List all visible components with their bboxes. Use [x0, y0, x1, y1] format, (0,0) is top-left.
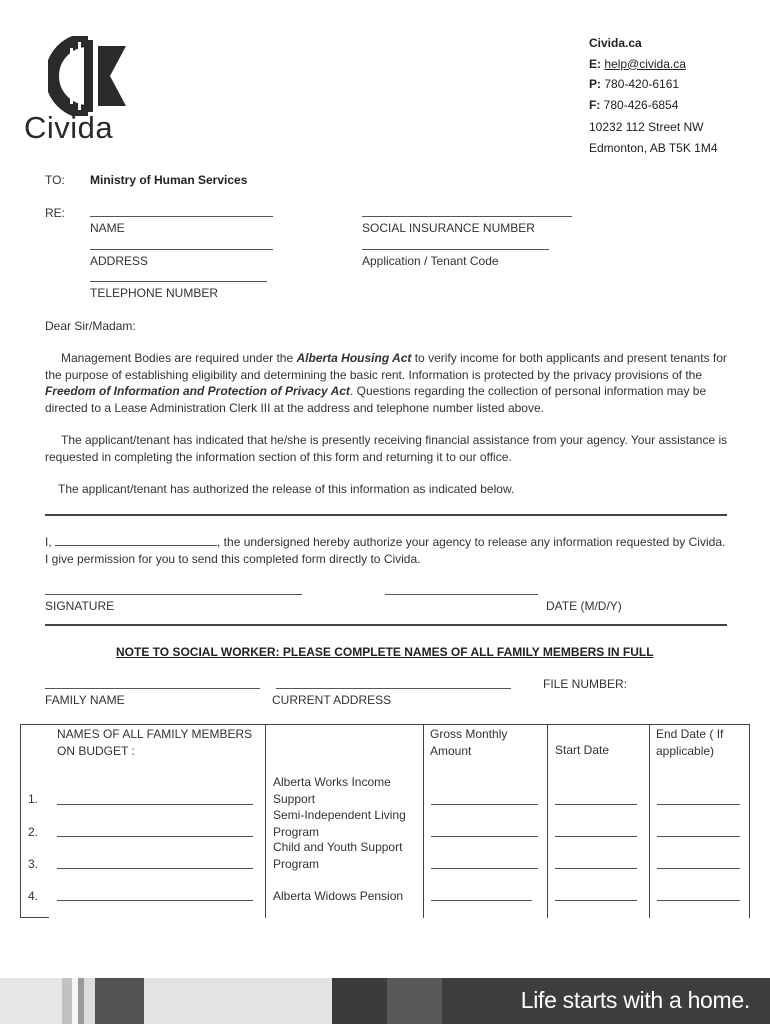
footer-tagline: Life starts with a home.	[520, 987, 750, 1013]
to-label: TO:	[45, 173, 65, 187]
signature-field[interactable]	[45, 594, 302, 595]
date-field[interactable]	[385, 594, 538, 595]
current-address-label: CURRENT ADDRESS	[272, 693, 392, 707]
row-number: 1.	[28, 792, 39, 806]
app-code-label: Application / Tenant Code	[362, 254, 499, 268]
footer-stripe	[95, 978, 144, 1024]
fax: 780-426-6854	[603, 97, 679, 112]
sin-label: SOCIAL INSURANCE NUMBER	[362, 221, 535, 235]
table-left-border	[20, 724, 21, 918]
address-field[interactable]	[90, 249, 273, 250]
member-name-field[interactable]	[57, 836, 253, 837]
name-label: NAME	[90, 221, 125, 235]
authorization-text: I, , the undersigned hereby authorize your agency to release any information requested by Civida. I give permission for you to send this completed form directly to Civida.	[45, 535, 726, 566]
name-field[interactable]	[90, 216, 273, 217]
address-label: ADDRESS	[90, 254, 149, 268]
footer-stripe	[332, 978, 387, 1024]
logo	[22, 32, 152, 152]
date-label: DATE (M/D/Y)	[546, 599, 622, 613]
contact-block	[589, 33, 718, 158]
table-col-divider-2	[423, 724, 424, 918]
table-bottom-left	[20, 917, 49, 918]
table-right-border	[749, 724, 750, 918]
act-name-2: Freedom of Information and Protection of Privacy Act	[45, 384, 350, 398]
member-name-field[interactable]	[57, 804, 253, 805]
fax-label: F:	[589, 97, 601, 112]
header-names: NAMES OF ALL FAMILY MEMBERS ON BUDGET :	[57, 727, 253, 758]
footer-stripe	[144, 978, 332, 1024]
gross-amount-field[interactable]	[431, 804, 538, 805]
table-col-divider-3	[547, 724, 548, 918]
address-line2: Edmonton, AB T5K 1M4	[589, 140, 718, 155]
table-top-border	[20, 724, 750, 725]
header-gross-monthly: Gross Monthly Amount	[430, 727, 508, 758]
row-number: 2.	[28, 825, 39, 839]
gross-amount-field[interactable]	[431, 836, 538, 837]
re-label: RE:	[45, 206, 66, 220]
app-code-field[interactable]	[362, 249, 549, 250]
email-label: E:	[589, 56, 601, 71]
email-link[interactable]: help@civida.ca	[604, 56, 686, 71]
end-date-field[interactable]	[657, 900, 740, 901]
divider-top	[45, 514, 727, 516]
program-name: Alberta Widows Pension	[273, 889, 404, 903]
header-end-date: End Date ( If applicable)	[656, 727, 724, 758]
paragraph-2: The applicant/tenant has indicated that he/she is presently receiving financial assistance from your agency. Your assistance is requested in completing the information section of this form and returning it to our office.	[45, 433, 728, 464]
sin-field[interactable]	[362, 216, 572, 217]
paragraph-1: Management Bodies are required under the Alberta Housing Act to verify income for both applicants and present tenants for the purpose of establishing eligibility and determining the basic rent. Information is protected by the privacy provisions of the Freedom of Information and Protection of Privacy Act. Questions regarding the collection of personal information may be directed to a Lease Administration Clerk III at the address and telephone number listed above.	[45, 351, 727, 415]
address-line1: 10232 112 Street NW	[589, 120, 704, 134]
act-name-1: Alberta Housing Act	[296, 351, 412, 365]
phone: 780-420-6161	[604, 77, 680, 91]
paragraph-3: The applicant/tenant has authorized the release of this information as indicated below.	[58, 482, 515, 496]
footer-stripe	[387, 978, 442, 1024]
footer-banner	[0, 978, 770, 1024]
header-start-date: Start Date	[555, 743, 610, 757]
end-date-field[interactable]	[657, 804, 740, 805]
footer-stripe	[84, 978, 95, 1024]
table-col-divider-4	[649, 724, 650, 918]
program-name: Alberta Works Income Support	[273, 775, 391, 806]
authorizer-name-field[interactable]	[55, 534, 217, 546]
website[interactable]: Civida.ca	[589, 36, 642, 50]
telephone-label: TELEPHONE NUMBER	[90, 286, 219, 300]
to-value: Ministry of Human Services	[90, 173, 248, 187]
end-date-field[interactable]	[657, 836, 740, 837]
file-number-label: FILE NUMBER:	[543, 677, 628, 691]
row-number: 3.	[28, 857, 39, 871]
phone-label: P:	[589, 77, 601, 91]
start-date-field[interactable]	[555, 836, 637, 837]
current-address-field[interactable]	[276, 688, 511, 689]
row-number: 4.	[28, 889, 39, 903]
signature-label: SIGNATURE	[45, 599, 115, 613]
telephone-field[interactable]	[90, 281, 267, 282]
family-name-field[interactable]	[45, 688, 260, 689]
member-name-field[interactable]	[57, 868, 253, 869]
program-name: Semi-Independent Living Program	[273, 808, 406, 839]
program-name: Child and Youth Support Program	[273, 840, 403, 871]
gross-amount-field[interactable]	[431, 900, 532, 901]
footer-stripe	[62, 978, 72, 1024]
gross-amount-field[interactable]	[431, 868, 538, 869]
table-col-divider-1	[265, 724, 266, 918]
note-to-social-worker: NOTE TO SOCIAL WORKER: PLEASE COMPLETE NAMES OF ALL FAMILY MEMBERS IN FULL	[116, 645, 654, 659]
divider-bottom	[45, 624, 727, 626]
member-name-field[interactable]	[57, 900, 253, 901]
start-date-field[interactable]	[555, 900, 637, 901]
greeting: Dear Sir/Madam:	[45, 319, 136, 333]
start-date-field[interactable]	[555, 804, 637, 805]
family-name-label: FAMILY NAME	[45, 693, 125, 707]
footer-stripe	[0, 978, 62, 1024]
end-date-field[interactable]	[657, 868, 740, 869]
logo-text: Civida	[24, 110, 114, 145]
civida-logo-mark	[48, 36, 128, 116]
start-date-field[interactable]	[555, 868, 637, 869]
